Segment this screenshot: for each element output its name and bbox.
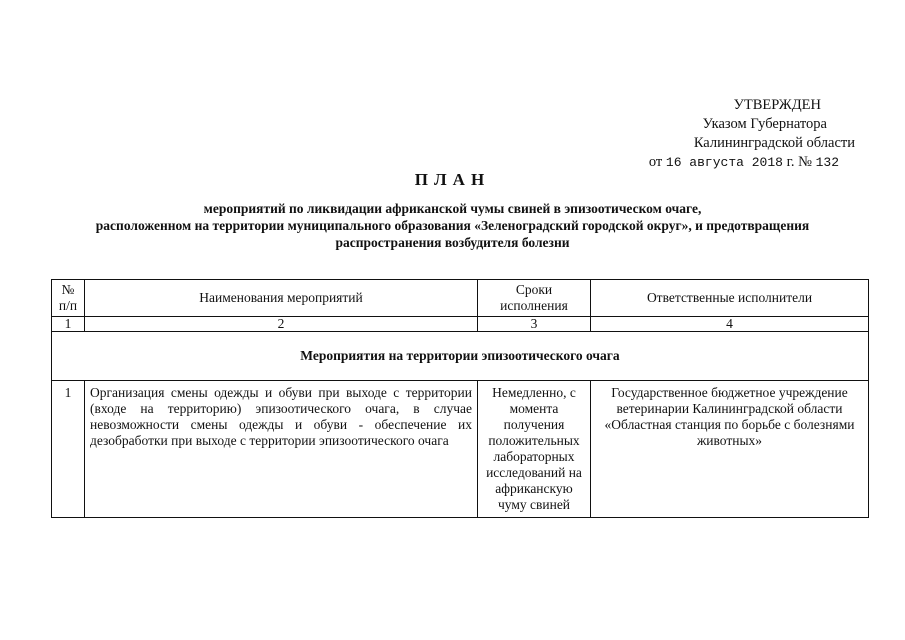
row-num: 1	[52, 381, 85, 518]
index-cell: 1	[52, 317, 85, 332]
approval-date-suffix: г. №	[786, 154, 812, 170]
document-title: ПЛАН	[414, 170, 491, 189]
table-index-row	[52, 317, 869, 332]
header-num: № п/п	[52, 280, 85, 317]
row-responsible: Государственное бюджетное учреждение ветеринарии Калининградской области «Областная станция по борьбе с болезнями животных»	[591, 381, 869, 518]
index-cell: 4	[591, 317, 869, 332]
row-activity: Организация смены одежды и обуви при выходе с территории (входе на территорию) эпизоотического очага, в случае невозможности смены одежды и обуви - обеспечение их дезобработки при выходе с территории эпизоотического очага	[85, 381, 478, 518]
index-cell: 2	[85, 317, 478, 332]
plan-table	[51, 279, 869, 518]
approval-decree: Указом Губернатора	[702, 116, 827, 132]
table-header-row	[52, 280, 869, 317]
document-subtitle	[30, 200, 875, 251]
row-deadline: Немедленно, с момента получения положительных лабораторных исследований на африканскую чуму свиней	[478, 381, 591, 518]
subtitle-line-1: мероприятий по ликвидации африканской чумы свиней в эпизоотическом очаге,	[203, 201, 702, 216]
section-title: Мероприятия на территории эпизоотического очага	[52, 332, 869, 381]
approval-number: 132	[815, 155, 839, 170]
approval-date-prefix: от	[648, 154, 663, 170]
header-resp: Ответственные исполнители	[591, 280, 869, 317]
approval-date: 16 августа 2018	[665, 155, 783, 170]
subtitle-line-2: расположенном на территории муниципального образования «Зеленоградский городской округ», и предотвращения	[95, 218, 810, 233]
index-cell: 3	[478, 317, 591, 332]
header-name: Наименования мероприятий	[85, 280, 478, 317]
table-section-row	[52, 332, 869, 381]
approval-stamp	[615, 96, 855, 172]
table-row	[52, 381, 869, 518]
subtitle-line-3: распространения возбудителя болезни	[335, 235, 570, 250]
header-term: Сроки исполнения	[478, 280, 591, 317]
approval-region: Калининградской области	[693, 135, 855, 151]
approval-heading: УТВЕРЖДЕН	[733, 97, 821, 113]
